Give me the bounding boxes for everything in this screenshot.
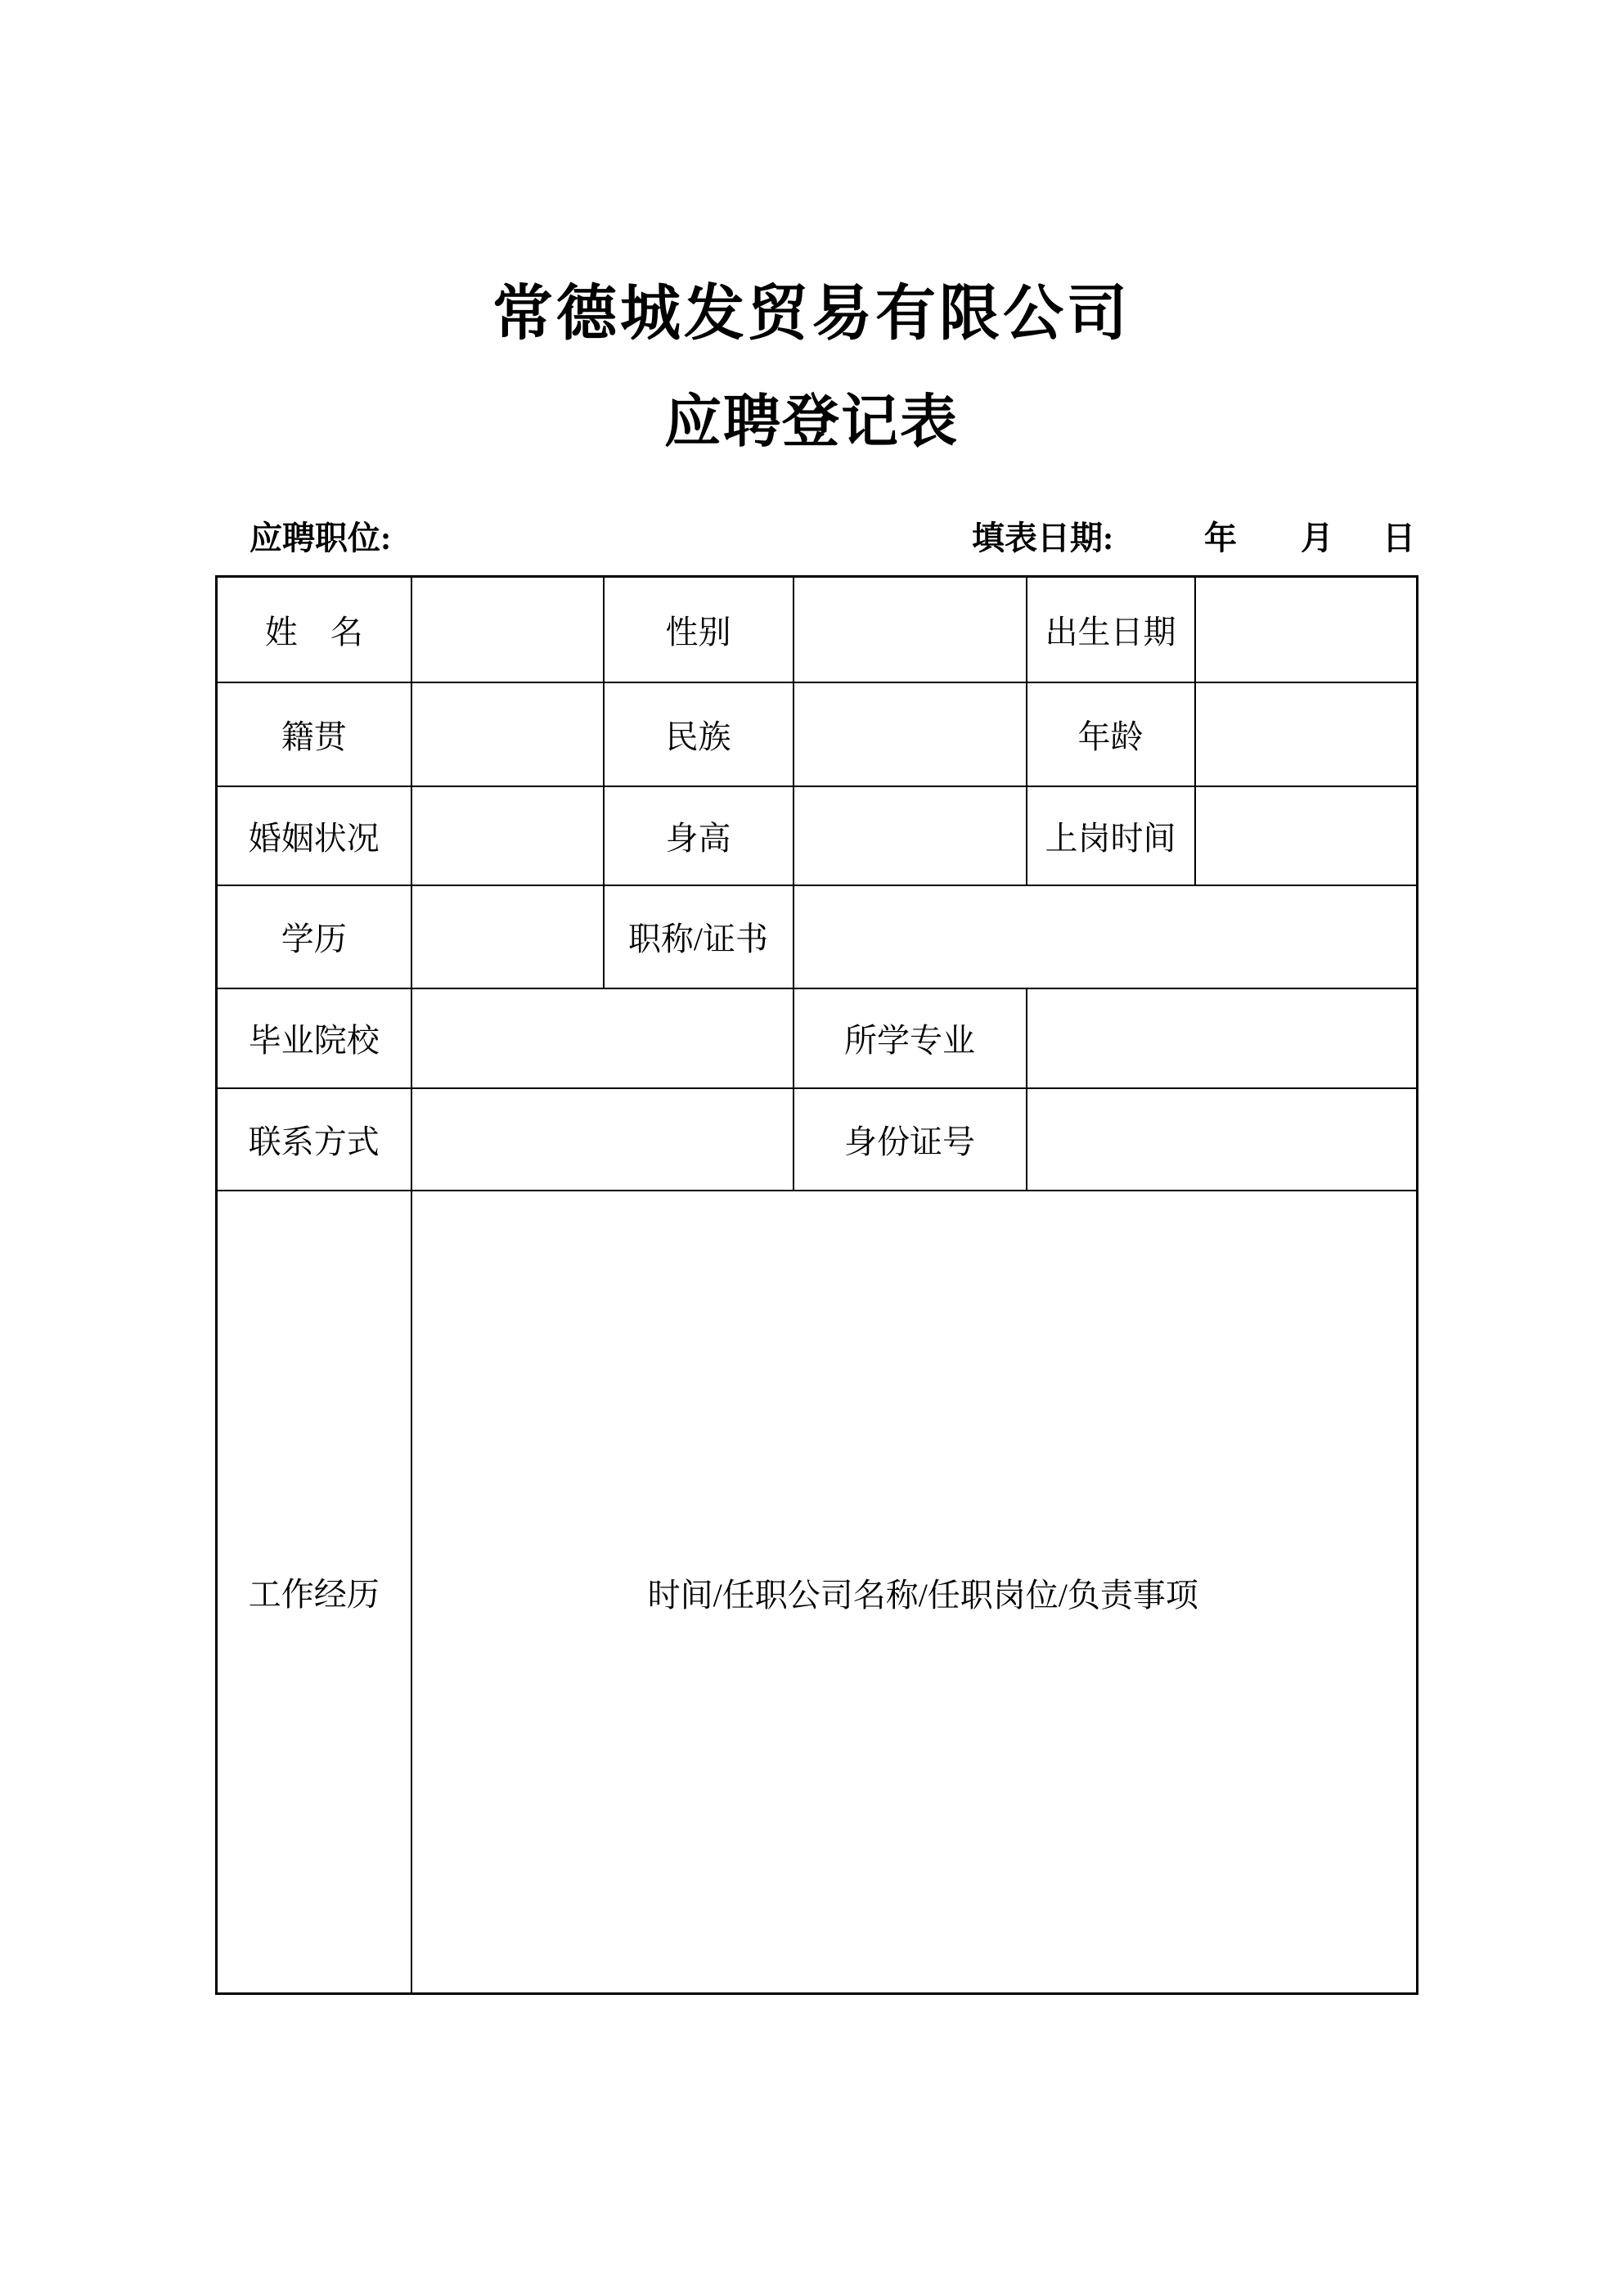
start-date-input-cell[interactable] [1195, 786, 1418, 885]
ethnicity-input-cell[interactable] [794, 682, 1027, 786]
native-place-label: 籍贯 [217, 682, 411, 786]
birthdate-input-cell[interactable] [1195, 577, 1418, 682]
marital-status-input-cell[interactable] [411, 786, 604, 885]
work-experience-input-area[interactable] [411, 1191, 1418, 1994]
name-label: 姓 名 [217, 577, 411, 682]
table-row [217, 1191, 1418, 1994]
page-title-company: 常德城发贸易有限公司 [492, 281, 1131, 348]
id-number-input-cell[interactable] [1027, 1088, 1418, 1191]
title-certificate-label: 职称/证书 [604, 885, 794, 988]
page-title-form: 应聘登记表 [664, 391, 959, 454]
name-input-cell[interactable] [411, 577, 604, 682]
graduate-school-input-cell[interactable] [411, 988, 794, 1088]
gender-label: 性别 [604, 577, 794, 682]
contact-label: 联系方式 [217, 1088, 411, 1191]
work-experience-label: 工作经历 [217, 1191, 411, 1994]
table-row [217, 988, 1418, 1088]
graduate-school-label: 毕业院校 [217, 988, 411, 1088]
age-label: 年龄 [1027, 682, 1195, 786]
education-input-cell[interactable] [411, 885, 604, 988]
gender-input-cell[interactable] [794, 577, 1027, 682]
date-unit-month: 月 [1301, 520, 1333, 556]
ethnicity-label: 民族 [604, 682, 794, 786]
native-place-input-cell[interactable] [411, 682, 604, 786]
major-label: 所学专业 [794, 988, 1027, 1088]
table-row [217, 682, 1418, 786]
date-unit-year: 年 [1204, 520, 1237, 556]
birthdate-label: 出生日期 [1027, 577, 1195, 682]
height-input-cell[interactable] [794, 786, 1027, 885]
age-input-cell[interactable] [1195, 682, 1418, 786]
table-row [217, 885, 1418, 988]
meta-line [0, 514, 1623, 563]
application-table [215, 575, 1418, 1995]
height-label: 身高 [604, 786, 794, 885]
fill-date-label: 填表日期: [972, 520, 1114, 556]
major-input-cell[interactable] [1027, 988, 1418, 1088]
table-row [217, 786, 1418, 885]
position-label: 应聘职位: [250, 520, 392, 556]
education-label: 学历 [217, 885, 411, 988]
title-certificate-input-cell[interactable] [794, 885, 1418, 988]
date-unit-day: 日 [1382, 520, 1415, 556]
marital-status-label: 婚姻状况 [217, 786, 411, 885]
table-row [217, 577, 1418, 682]
id-number-label: 身份证号 [794, 1088, 1027, 1191]
table-row [217, 1088, 1418, 1191]
start-date-label: 上岗时间 [1027, 786, 1195, 885]
work-experience-columns-header: 时间/任职公司名称/任职岗位/负责事项 [647, 1577, 1198, 1614]
contact-input-cell[interactable] [411, 1088, 794, 1191]
